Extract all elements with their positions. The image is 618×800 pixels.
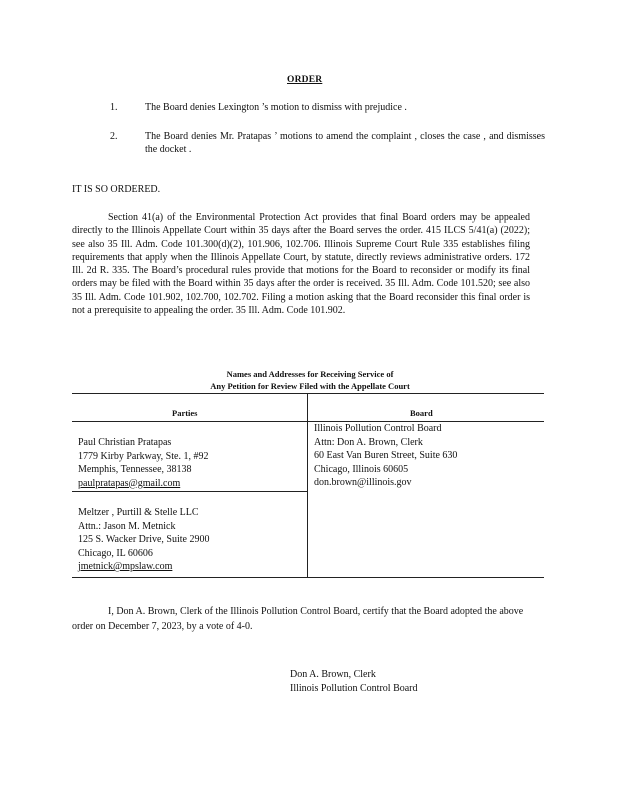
clerk-certification: I, Don A. Brown, Clerk of the Illinois Pollution Control Board, certify that the Board adopted the above order on December 7, 2023, by a vote of 4-0. bbox=[72, 606, 524, 632]
order-item-1 bbox=[0, 101, 618, 115]
party-street: 125 S. Wacker Drive, Suite 2900 bbox=[78, 534, 210, 545]
board-city: Chicago, Illinois 60605 bbox=[314, 463, 409, 475]
board-name: Illinois Pollution Control Board bbox=[314, 423, 442, 434]
board-street: 60 East Van Buren Street, Suite 630 bbox=[314, 450, 458, 461]
signer-name: Don A. Brown, Clerk bbox=[290, 669, 376, 680]
parties-divider bbox=[72, 491, 307, 492]
header-rule bbox=[72, 421, 544, 422]
party-name: Paul Christian Pratapas bbox=[78, 437, 172, 448]
party-address-1 bbox=[78, 436, 208, 490]
party-street: 1779 Kirby Parkway, Ste. 1, #92 bbox=[78, 450, 209, 462]
item-number: 2. bbox=[110, 131, 118, 142]
party-city: Memphis, Tennessee, 38138 bbox=[78, 464, 192, 475]
order-item-2 bbox=[0, 130, 618, 158]
service-table-title-line1: Names and Addresses for Receiving Service of bbox=[226, 369, 394, 379]
board-address bbox=[314, 422, 457, 490]
board-attn: Attn: Don A. Brown, Clerk bbox=[314, 436, 423, 448]
party-name: Meltzer , Purtill & Stelle LLC bbox=[78, 507, 199, 518]
so-ordered-heading: IT IS SO ORDERED. bbox=[72, 184, 161, 195]
party-email[interactable]: jmetnick@mpslaw.com bbox=[78, 561, 173, 572]
service-table-title bbox=[160, 368, 460, 393]
signer-org: Illinois Pollution Control Board bbox=[290, 683, 418, 694]
parties-header: Parties bbox=[172, 408, 198, 418]
signature-block bbox=[290, 668, 418, 696]
party-address-2 bbox=[78, 506, 210, 574]
service-table-title-line2: Any Petition for Review Filed with the Appellate Court bbox=[210, 381, 410, 392]
board-email[interactable]: don.brown@illinois.gov bbox=[314, 477, 412, 488]
board-header: Board bbox=[410, 408, 433, 418]
party-attn: Attn.: Jason M. Metnick bbox=[78, 520, 176, 532]
party-email[interactable]: paulpratapas@gmail.com bbox=[78, 477, 181, 489]
item-text: The Board denies Mr. Pratapas ’ motions to amend the complaint , closes the case , and dismisses the docket . bbox=[145, 131, 545, 155]
item-number: 1. bbox=[110, 102, 118, 113]
appeal-paragraph: Section 41(a) of the Environmental Protection Act provides that final Board orders may be appealed directly to the Illinois Appellate Court within 35 days after the Board serves the order. 415 ILCS 5/41(a) (2022); see also 35 Ill. Adm. Code 101.300(d)(2), 101.906, 102.706. Illinois Supreme Court Rule 335 establishes filing requirements that apply when the Illinois Appellate Court, by statute, directly reviews administrative orders. 172 Ill. 2d R. 335. The Board’s procedural rules provide that motions for the Board to reconsider or modify its final orders may be filed with the Board within 35 days after the order is received. 35 Ill. Adm. Code 101.520; see also 35 Ill. Adm. Code 101.902, 102.700, 102.702. Filing a motion asking that the Board reconsider this final order is not a prerequisite to appealing the order. 35 Ill. Adm. Code 101.902. bbox=[72, 212, 530, 317]
item-text: The Board denies Lexington ’s motion to dismiss with prejudice . bbox=[145, 102, 407, 113]
order-title: ORDER bbox=[287, 75, 323, 85]
party-city: Chicago, IL 60606 bbox=[78, 547, 153, 559]
